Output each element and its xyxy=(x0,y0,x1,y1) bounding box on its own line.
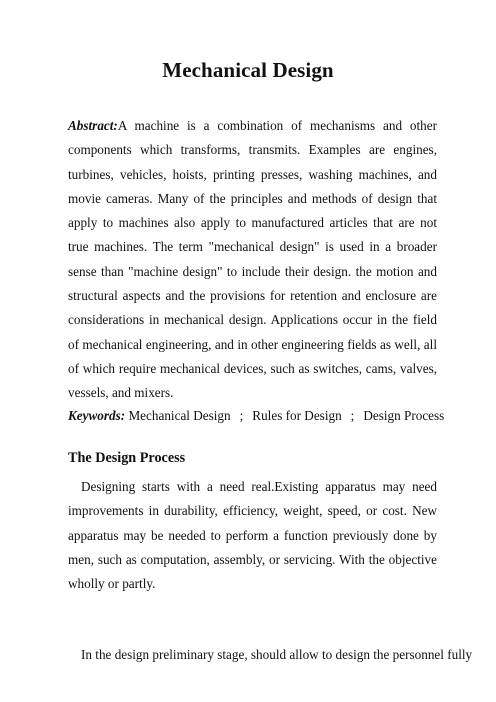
keywords-line xyxy=(68,404,445,428)
document-title: Mechanical Design xyxy=(162,58,334,82)
keyword-separator: ; xyxy=(239,408,244,423)
keyword-item: Mechanical Design xyxy=(128,408,231,423)
abstract-paragraph xyxy=(68,114,437,406)
section-paragraph: Designing starts with a need real.Existing apparatus may need improvements in durability, efficiency, weight, speed, or cost. New apparatus may be needed to perform a function previously done by men, such as computation, assembly, or servicing. With the objective wholly or partly. xyxy=(68,479,437,592)
section-heading: The Design Process xyxy=(68,450,186,466)
section-paragraph: In the design preliminary stage, should allow to design the personnel fully xyxy=(81,647,473,662)
abstract-text: A machine is a combination of mechanisms and other components which transforms, transmits. Examples are engines, turbines, vehicles, hoists, printing presses, washing machines, and movie cameras. Many of the principles and methods of design that apply to machines also apply to manufactured articles that are not true machines. The term "mechanical design" is used in a broader sense than "machine design" to include their design. the motion and structural aspects and the provisions for retention and enclosure are considerations in mechanical design. Applications occur in the field of mechanical engineering, and in other engineering fields as well, all of which require mechanical devices, such as switches, cams, valves, vessels, and mixers. xyxy=(68,118,437,401)
abstract-label: Abstract: xyxy=(68,118,118,133)
keyword-item: Design Process xyxy=(363,408,445,423)
keyword-separator: ; xyxy=(350,408,355,423)
keyword-item: Rules for Design xyxy=(252,408,342,423)
keywords-label: Keywords: xyxy=(68,408,126,423)
